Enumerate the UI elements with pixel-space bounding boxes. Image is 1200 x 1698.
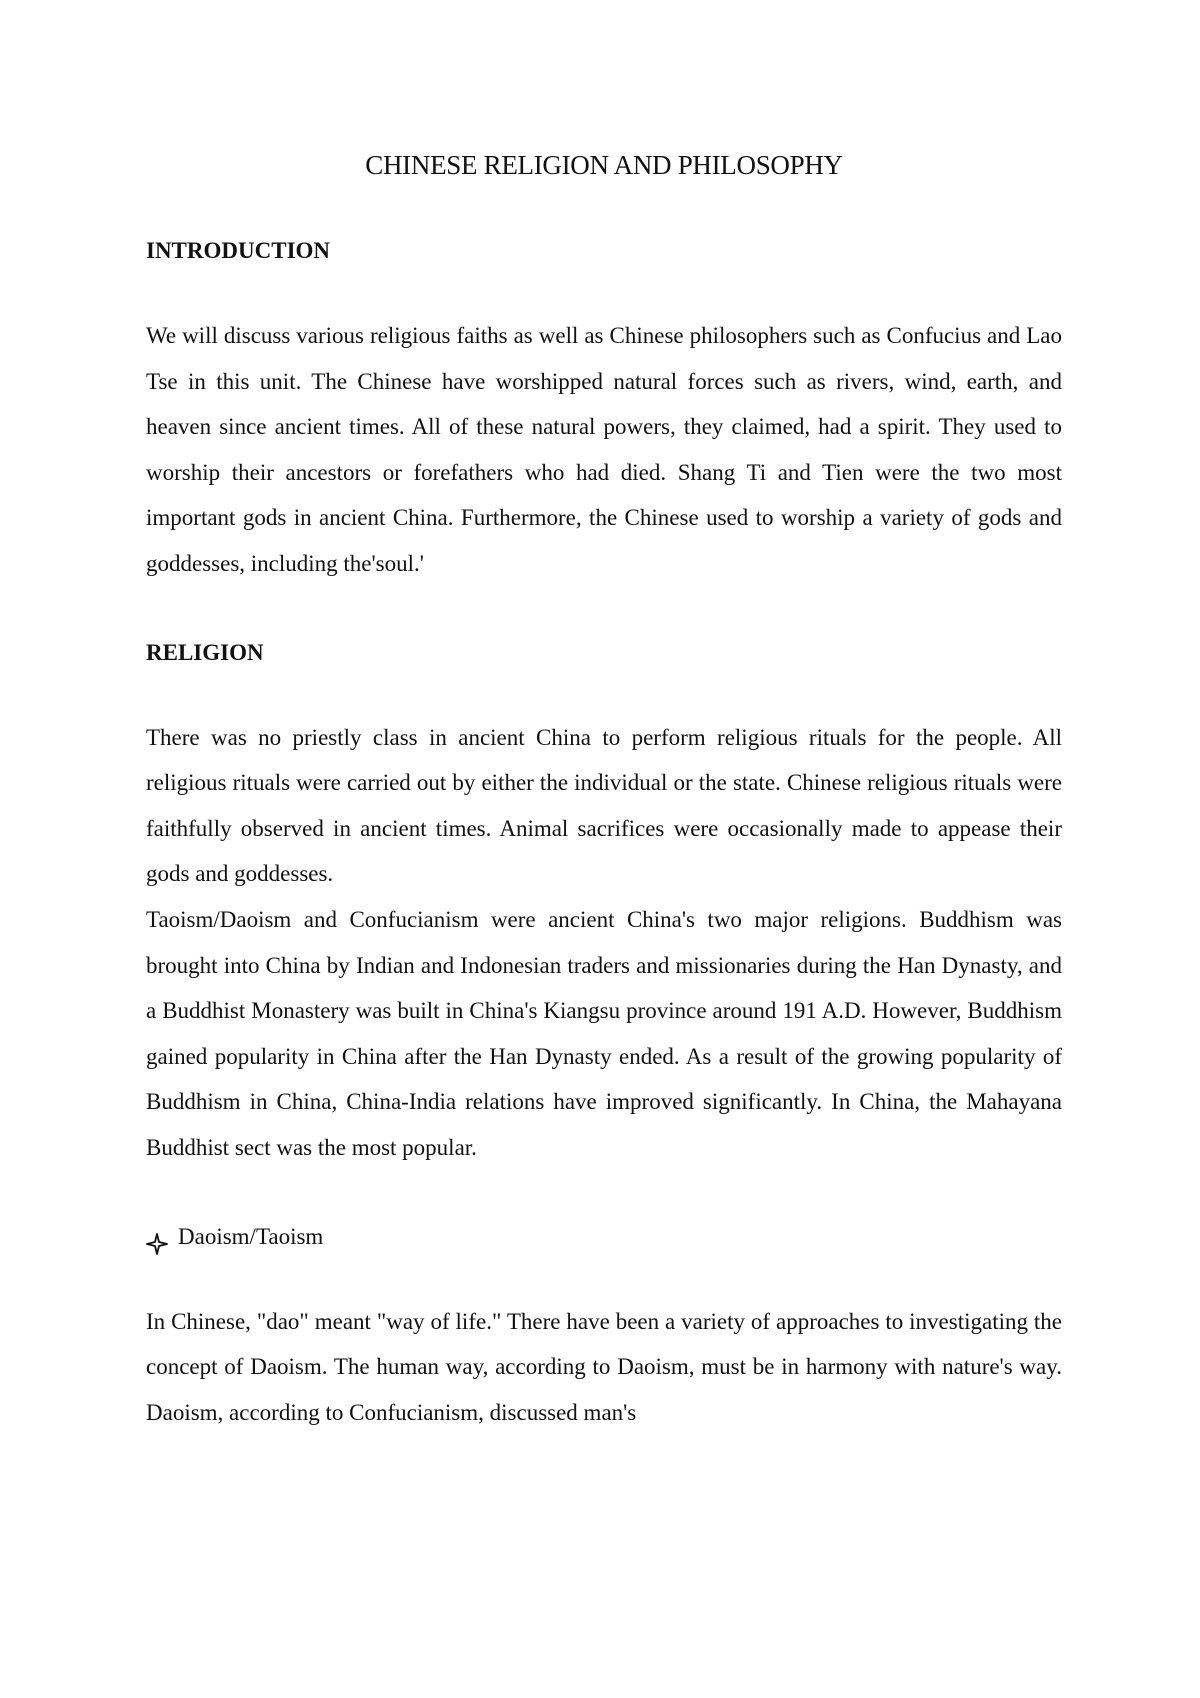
religion-paragraph-1: There was no priestly class in ancient China to perform religious rituals for the people. All religious rituals were carried out by either the individual or the state. Chinese religious rituals were faithfully observed in ancient times. Animal sacrifices were occasionally made to appease their gods and goddesses. — [146, 724, 1062, 887]
religion-paragraph-2: Taoism/Daoism and Confucianism were ancient China's two major religions. Buddhism was brought into China by Indian and Indonesian traders and missionaries during the Han Dynasty, and a Buddhist Monastery was built in China's Kiangsu province around 191 A.D. However, Buddhism gained popularity in China after the Han Dynasty ended. As a result of the growing popularity of Buddhism in China, China-India relations have improved significantly. In China, the Mahayana Buddhist sect was the most popular. — [146, 906, 1062, 1160]
spacer — [146, 187, 1062, 229]
document-title: CHINESE RELIGION AND PHILOSOPHY — [365, 150, 843, 180]
introduction-paragraph: We will discuss various religious faiths as well as Chinese philosophers such as Confucius and Lao Tse in this unit. The Chinese have worshipped natural forces such as rivers, wind, earth, and heaven since ancient times. All of these natural powers, they claimed, had a spirit. They used to worship their ancestors or forefathers who had died. Shang Ti and Tien were the two most important gods in ancient China. Furthermore, the Chinese used to worship a variety of gods and goddesses, including the'soul.' — [146, 323, 1062, 576]
daoism-subheading — [146, 1215, 1062, 1259]
religion-heading: RELIGION — [146, 639, 264, 665]
spacer — [146, 273, 1062, 313]
daoism-paragraph: In Chinese, "dao" meant "way of life." There have been a variety of approaches to investigating the concept of Daoism. The human way, according to Daoism, must be in harmony with nature's way. Daoism, according to Confucianism, discussed man's — [146, 1308, 1062, 1425]
introduction-heading: INTRODUCTION — [146, 238, 331, 263]
spacer — [146, 1259, 1062, 1299]
daoism-heading: Daoism/Taoism — [178, 1223, 324, 1249]
spacer — [146, 587, 1062, 631]
spacer — [146, 1171, 1062, 1215]
spacer — [146, 675, 1062, 715]
four-point-star-icon — [146, 1226, 168, 1248]
document-body — [146, 143, 1062, 1435]
